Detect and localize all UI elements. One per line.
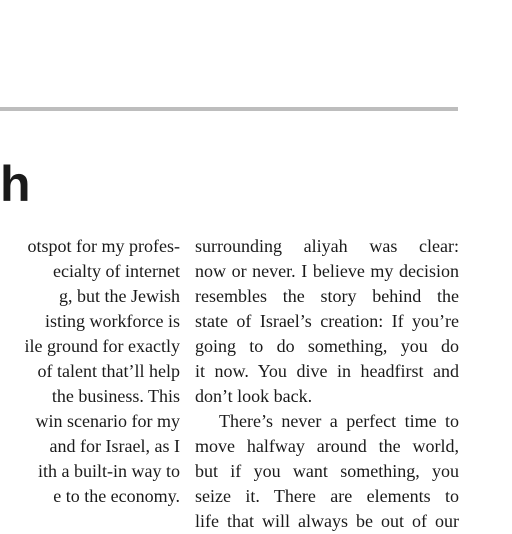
- right-column-line: seize it. There are elements to: [195, 486, 459, 506]
- left-column: [0, 234, 180, 509]
- right-column-line: resembles the story behind the: [195, 286, 459, 306]
- right-column-line: going to do something, you do: [195, 336, 459, 356]
- left-column-line: of talent that’ll help: [37, 361, 180, 381]
- left-column-line: e to the economy.: [53, 486, 180, 506]
- right-column-line: life that will always be out of our: [195, 511, 459, 531]
- left-column-line: the business. This: [51, 386, 180, 406]
- horizontal-rule: [0, 107, 458, 111]
- right-column-line: it now. You dive in headfirst and: [195, 361, 459, 381]
- left-column-line: ith a built-in way to: [38, 461, 180, 481]
- headline-fragment: h: [0, 156, 31, 212]
- right-column-line: surrounding aliyah was clear:: [195, 236, 459, 256]
- right-column-line: There’s never a perfect time to: [219, 411, 459, 431]
- left-column-line: and for Israel, as I: [49, 436, 180, 456]
- left-column-line: win scenario for my: [35, 411, 180, 431]
- right-column: [195, 234, 459, 534]
- left-column-line: isting workforce is: [45, 311, 180, 331]
- right-column-line: state of Israel’s creation: If you’re: [195, 311, 459, 331]
- left-column-line: ecialty of internet: [53, 261, 180, 281]
- right-column-line: now or never. I believe my decision: [195, 261, 459, 281]
- left-column-line: otspot for my profes-: [27, 236, 180, 256]
- right-column-line: don’t look back.: [195, 386, 313, 406]
- left-column-line: ile ground for exactly: [24, 336, 180, 356]
- right-column-line: but if you want something, you: [195, 461, 459, 481]
- left-column-line: g, but the Jewish: [59, 286, 180, 306]
- right-column-line: move halfway around the world,: [195, 436, 459, 456]
